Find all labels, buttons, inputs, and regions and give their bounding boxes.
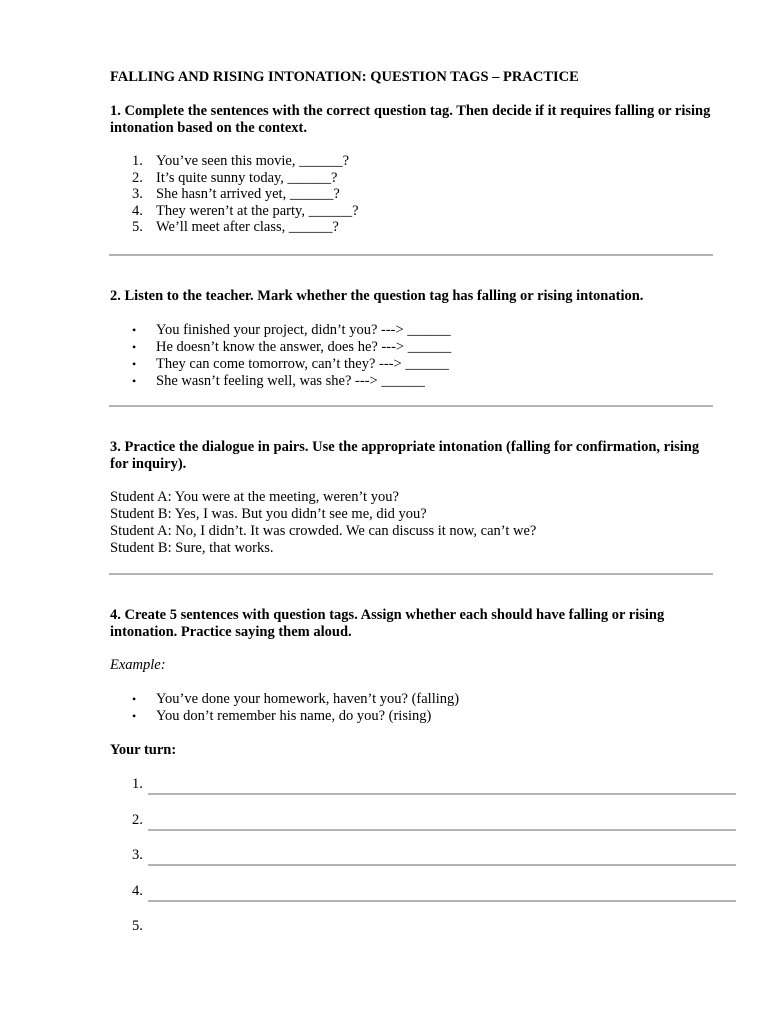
item-number: 4.: [132, 202, 143, 219]
bullet-icon: •: [132, 340, 137, 354]
item-text: You’ve seen this movie, ______?: [156, 153, 350, 169]
list-item: [132, 708, 459, 725]
dialogue-line: Student A: No, I didn’t. It was crowded. We can discuss it now, can’t we?: [110, 523, 537, 539]
item-number: 2.: [132, 169, 143, 186]
section-divider: [109, 405, 713, 407]
section-3-dialogue: [110, 489, 536, 557]
item-number: 1.: [132, 153, 143, 169]
bullet-icon: •: [132, 709, 137, 723]
answer-number: 3.: [132, 847, 143, 863]
item-number: 3.: [132, 186, 143, 202]
list-item: [132, 170, 359, 187]
answer-number: 4.: [132, 883, 143, 899]
list-item: [132, 322, 451, 339]
item-text: He doesn’t know the answer, does he? ---> ______: [156, 339, 452, 355]
section-1-heading: 1. Complete the sentences with the correct question tag. Then decide if it requires falling or rising intonation based on the context.: [110, 103, 711, 136]
answer-line-3[interactable]: [132, 847, 736, 869]
list-item: [132, 691, 459, 708]
list-item: [132, 219, 359, 236]
list-item: [132, 186, 359, 203]
item-text: They can come tomorrow, can’t they? ---> ______: [156, 356, 449, 372]
item-text: She wasn’t feeling well, was she? ---> ______: [156, 373, 425, 389]
writing-rule: [148, 793, 736, 795]
dialogue-line: Student B: Sure, that works.: [110, 540, 274, 556]
your-turn-label: Your turn:: [110, 742, 177, 758]
answer-number: 2.: [132, 812, 143, 828]
item-text: We’ll meet after class, ______?: [156, 219, 339, 235]
item-text: You’ve done your homework, haven’t you? (falling): [156, 691, 460, 707]
answer-line-1[interactable]: [132, 776, 736, 798]
worksheet-title: FALLING AND RISING INTONATION: QUESTION TAGS – PRACTICE: [110, 69, 579, 85]
section-2-heading: 2. Listen to the teacher. Mark whether the question tag has falling or rising intonation.: [110, 288, 644, 304]
bullet-icon: •: [132, 323, 137, 337]
example-list: [132, 691, 459, 725]
answer-line-2[interactable]: [132, 812, 736, 834]
item-text: You finished your project, didn’t you? ---> ______: [156, 322, 451, 338]
list-item: [132, 373, 451, 390]
list-item: [132, 153, 359, 170]
bullet-icon: •: [132, 357, 137, 371]
section-1-list: [132, 153, 359, 236]
bullet-icon: •: [132, 692, 137, 706]
item-text: She hasn’t arrived yet, ______?: [156, 186, 340, 202]
item-text: They weren’t at the party, ______?: [156, 202, 359, 219]
item-number: 5.: [132, 219, 143, 235]
item-text: You don’t remember his name, do you? (rising): [156, 708, 432, 724]
writing-rule: [148, 900, 736, 902]
answer-line-4[interactable]: [132, 883, 736, 905]
list-item: [132, 356, 451, 373]
answer-number: 5.: [132, 918, 143, 934]
section-2-list: [132, 322, 451, 390]
dialogue-line: Student A: You were at the meeting, weren’t you?: [110, 489, 399, 505]
section-divider: [109, 254, 713, 256]
section-divider: [109, 573, 713, 575]
writing-rule: [148, 829, 736, 831]
answer-line-5[interactable]: [132, 918, 736, 940]
dialogue-line: Student B: Yes, I was. But you didn’t see me, did you?: [110, 506, 427, 522]
list-item: [132, 339, 451, 356]
section-4-heading: 4. Create 5 sentences with question tags. Assign whether each should have falling or rising intonation. Practice saying them aloud.: [110, 607, 665, 640]
item-text: It’s quite sunny today, ______?: [156, 169, 338, 186]
example-label: Example:: [110, 657, 166, 673]
writing-rule: [148, 864, 736, 866]
section-3-heading: 3. Practice the dialogue in pairs. Use the appropriate intonation (falling for confirmation, rising for inquiry).: [110, 439, 700, 472]
answer-number: 1.: [132, 776, 143, 792]
bullet-icon: •: [132, 374, 137, 388]
list-item: [132, 203, 359, 220]
